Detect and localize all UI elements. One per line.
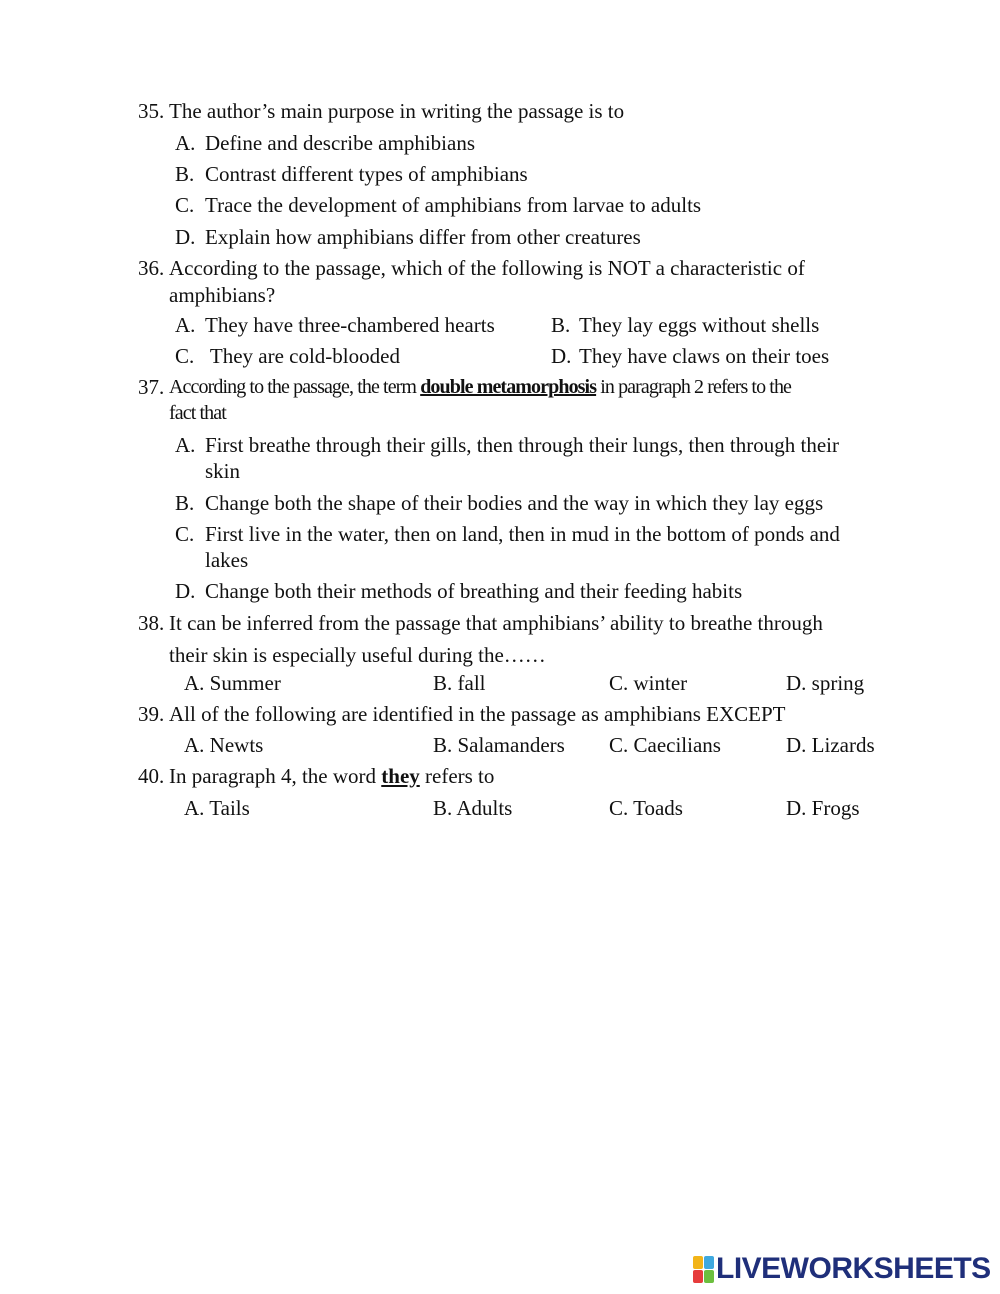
q37-option-a[interactable] [175, 432, 839, 458]
q37-option-c[interactable] [175, 521, 840, 547]
q35-option-d[interactable] [175, 224, 641, 250]
question-text-line1: It can be inferred from the passage that amphibians’ ability to breathe through [169, 611, 823, 635]
option-letter: D. [175, 225, 196, 249]
question-text-before: In paragraph 4, the word [169, 764, 382, 788]
option-letter: A. [175, 313, 196, 337]
q37-option-c-continued [205, 547, 248, 573]
q38-option-d[interactable]: D. spring [786, 671, 865, 695]
option-text: Change both their methods of breathing and their feeding habits [205, 579, 743, 603]
option-text: They have three-chambered hearts [205, 313, 495, 337]
q37-option-d[interactable] [175, 578, 742, 604]
logo-square-icon [704, 1256, 714, 1269]
option-text-line2: lakes [205, 548, 249, 572]
q39-option-b[interactable]: B. Salamanders [433, 733, 565, 757]
q35-option-c[interactable] [175, 192, 701, 218]
question-text-line2: amphibians? [169, 283, 276, 307]
q40-option-a[interactable]: A. Tails [184, 796, 250, 820]
key-term: they [381, 764, 420, 788]
option-letter: C. [175, 193, 195, 217]
question-number: 39. [138, 702, 165, 726]
option-letter: A. [175, 433, 196, 457]
question-number: 38. [138, 611, 165, 635]
q37-option-b[interactable] [175, 490, 823, 516]
option-text-line1: First breathe through their gills, then through their lungs, then through their [205, 433, 839, 457]
q40-option-c[interactable]: C. Toads [609, 796, 683, 820]
question-text-after: in paragraph 2 refers to the [596, 376, 792, 398]
option-letter: D. [551, 344, 572, 368]
option-text: They have claws on their toes [579, 344, 830, 368]
q36-option-b[interactable] [551, 312, 819, 338]
q35-option-a[interactable] [175, 130, 475, 156]
question-text-after: refers to [419, 764, 495, 788]
option-text: Trace the development of amphibians from larvae to adults [205, 193, 702, 217]
question-text [169, 763, 494, 789]
liveworksheets-logo [693, 1254, 991, 1284]
option-text-line1: First live in the water, then on land, then in mud in the bottom of ponds and [205, 522, 840, 546]
question-number: 35. [138, 99, 165, 123]
option-text: Change both the shape of their bodies and the way in which they lay eggs [205, 491, 824, 515]
question-text: The author’s main purpose in writing the passage is to [169, 99, 625, 123]
logo-square-icon [693, 1256, 703, 1269]
question-number: 36. [138, 256, 165, 280]
question-text-line1: According to the passage, which of the following is NOT a characteristic of [169, 256, 805, 280]
option-text: Explain how amphibians differ from other creatures [205, 225, 641, 249]
option-text: Define and describe amphibians [205, 131, 475, 155]
option-letter: B. [551, 313, 571, 337]
question-number: 40. [138, 764, 165, 788]
option-text: They lay eggs without shells [579, 313, 820, 337]
q35-option-b[interactable] [175, 161, 528, 187]
question-text: All of the following are identified in the passage as amphibians EXCEPT [169, 702, 786, 726]
logo-mark-icon [693, 1256, 713, 1282]
option-text: They are cold-blooded [205, 344, 400, 368]
q38-option-b[interactable]: B. fall [433, 671, 486, 695]
logo-text: LIVEWORKSHEETS [716, 1252, 991, 1285]
question-text-line2: their skin is especially useful during the…… [169, 643, 546, 667]
q37-option-a-continued [205, 458, 240, 484]
option-letter: C. [175, 522, 195, 546]
q38-option-a[interactable]: A. Summer [184, 671, 281, 695]
q39-option-d[interactable]: D. Lizards [786, 733, 875, 757]
q36-option-d[interactable] [551, 343, 829, 369]
option-text: Contrast different types of amphibians [205, 162, 528, 186]
option-text-line2: skin [205, 459, 241, 483]
q39-option-a[interactable]: A. Newts [184, 733, 264, 757]
option-letter: A. [175, 131, 196, 155]
question-text-before: According to the passage, the term [169, 376, 421, 398]
q40-option-d[interactable]: D. Frogs [786, 796, 860, 820]
q40-option-b[interactable]: B. Adults [433, 796, 513, 820]
question-text-line1 [169, 374, 791, 400]
option-letter: B. [175, 162, 195, 186]
q36-option-a[interactable] [175, 312, 495, 338]
question-number: 37. [138, 375, 165, 399]
option-letter: C. [175, 344, 195, 368]
q36-option-c[interactable] [175, 343, 400, 369]
option-letter: D. [175, 579, 196, 603]
q38-option-c[interactable]: C. winter [609, 671, 688, 695]
q39-option-c[interactable]: C. Caecilians [609, 733, 721, 757]
option-letter: B. [175, 491, 195, 515]
question-text-line2: fact that [169, 402, 226, 424]
logo-square-icon [704, 1270, 714, 1283]
key-term: double metamorphosis [420, 376, 597, 398]
logo-square-icon [693, 1270, 703, 1283]
